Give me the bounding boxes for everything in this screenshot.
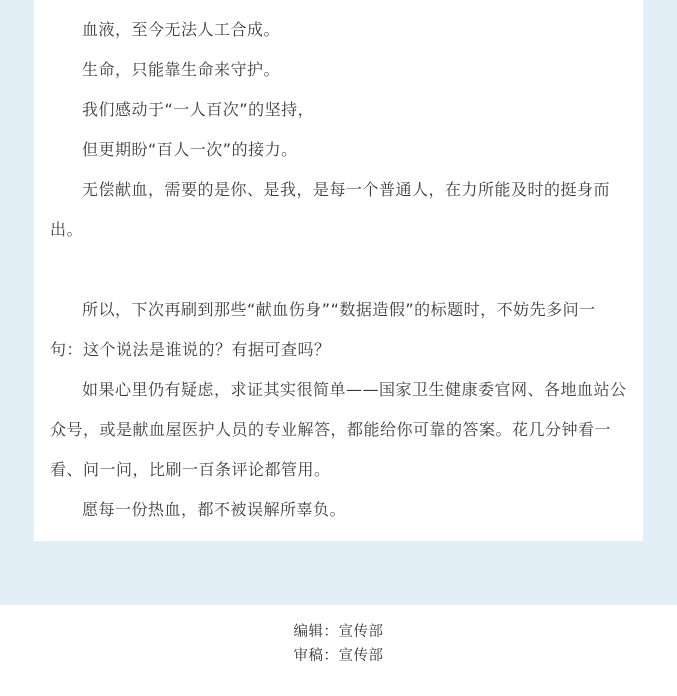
article-footer <box>0 620 677 668</box>
paragraph-3: 我们感动于“一人百次”的坚持， <box>82 100 315 119</box>
paragraph-8: 愿每一份热血，都不被误解所辜负。 <box>82 500 347 519</box>
article-card <box>34 0 643 541</box>
paragraph-5: 无偿献血，需要的是你、是我，是每一个普通人，在力所能及时的挺身而出。 <box>50 180 611 239</box>
paragraph-1: 血液，至今无法人工合成。 <box>82 20 281 39</box>
paragraph-4: 但更期盼“百人一次”的接力。 <box>82 140 298 159</box>
paragraph-2: 生命，只能靠生命来守护。 <box>82 60 281 79</box>
paragraph-7: 如果心里仍有疑虑，求证其实很简单——国家卫生健康委官网、各地血站公众号，或是献血屋医护人员的专业解答，都能给你可靠的答案。花几分钟看一看、问一问，比刷一百条评论都管用。 <box>50 380 627 479</box>
editor-credit: 编辑：宣传部 <box>293 624 384 640</box>
paragraph-6: 所以，下次再刷到那些“献血伤身”“数据造假”的标题时，不妨先多问一句：这个说法是谁说的？有据可查吗？ <box>50 300 596 359</box>
reviewer-credit: 审稿：宣传部 <box>293 648 384 664</box>
